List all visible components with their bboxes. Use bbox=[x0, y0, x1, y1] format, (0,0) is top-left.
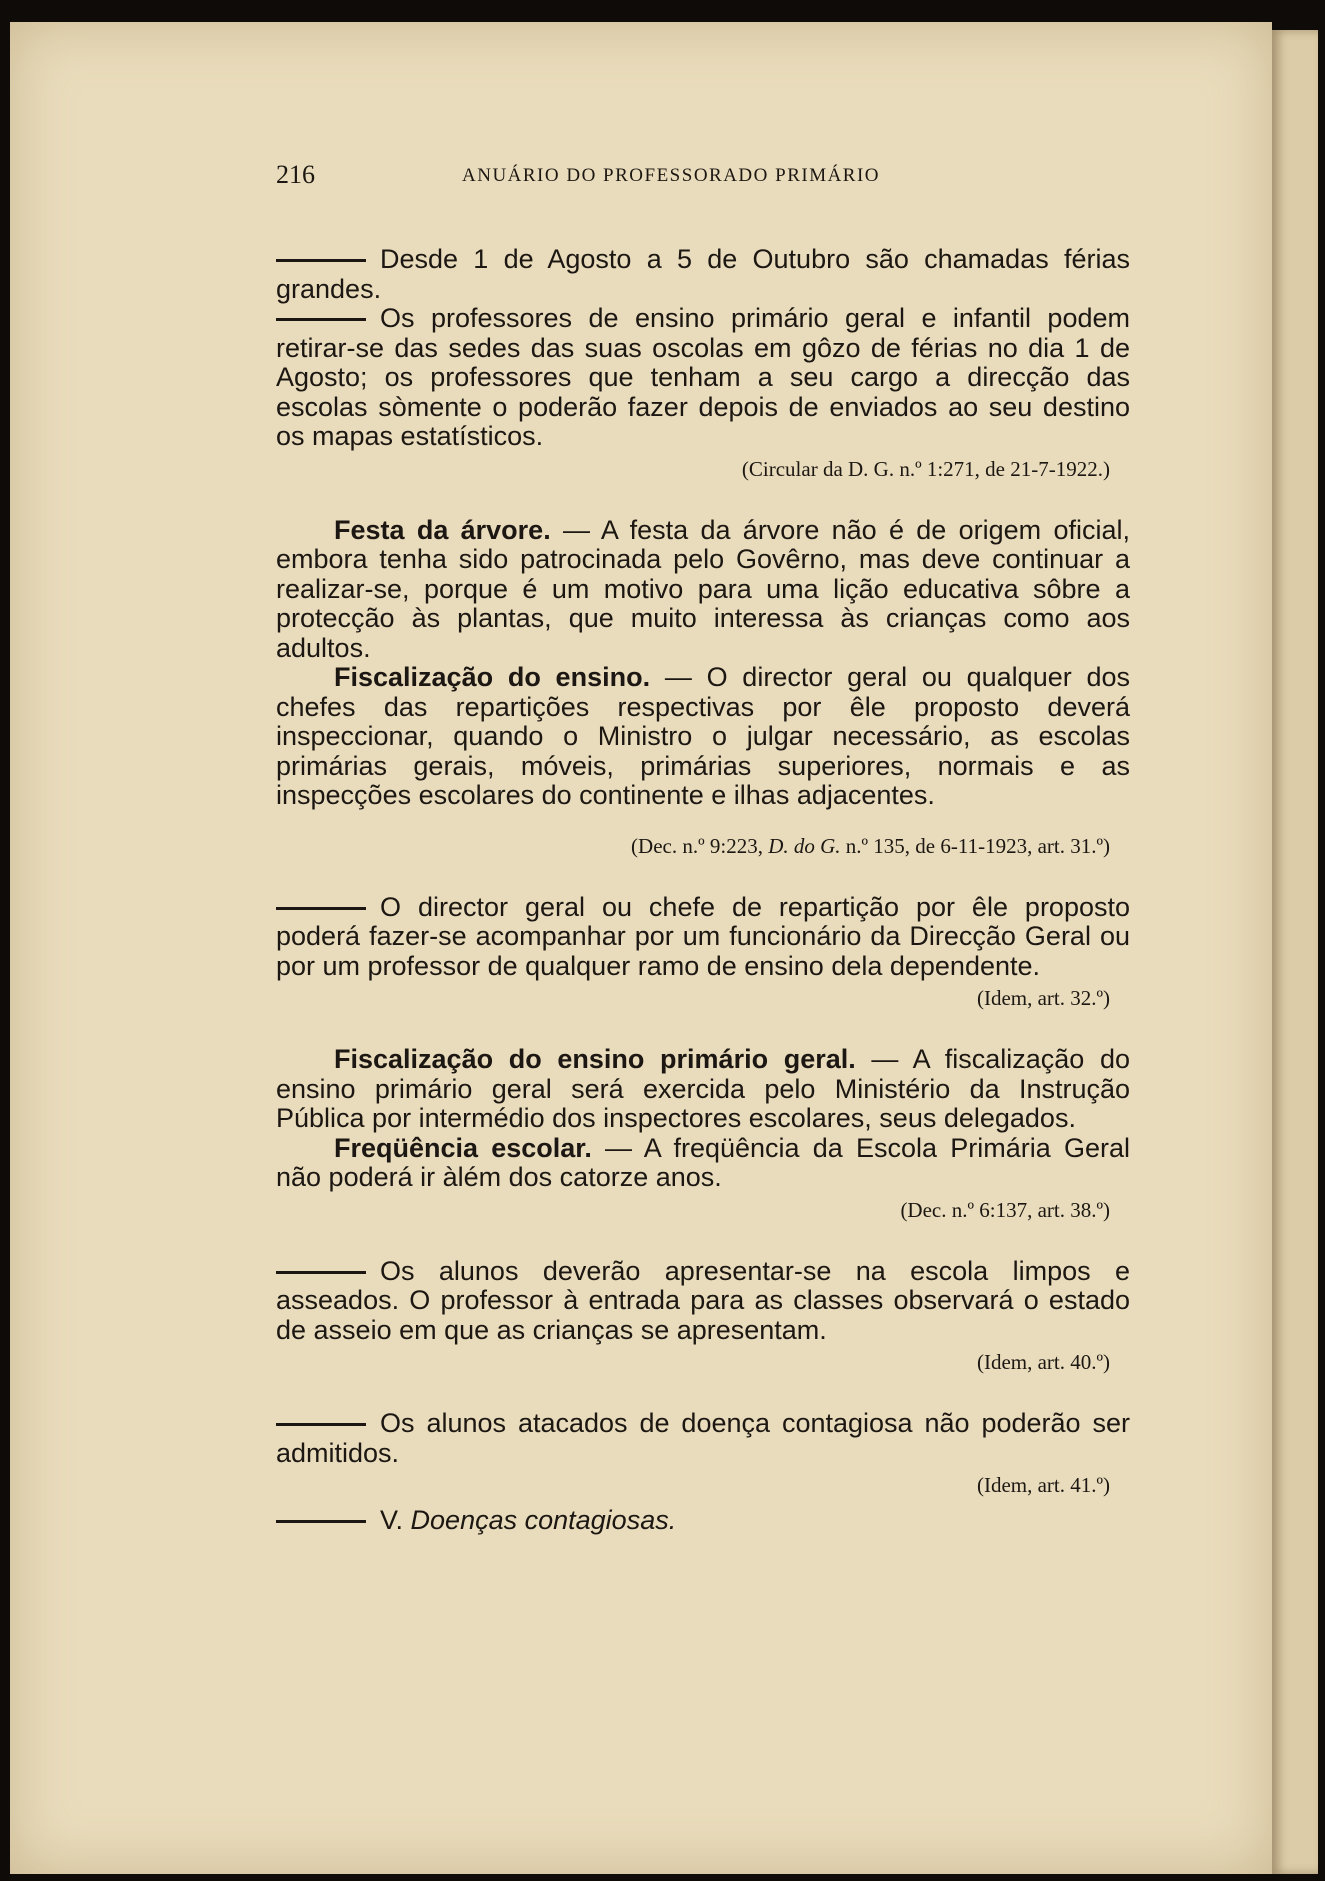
citation-decree-6137: (Dec. n.º 6:137, art. 38.º) bbox=[900, 1197, 1110, 1222]
citation-decree-9223 bbox=[276, 833, 1110, 859]
dash-rule bbox=[276, 318, 366, 321]
paragraph-frequencia-escolar bbox=[276, 1134, 1130, 1193]
citation-idem-32: (Idem, art. 32.º) bbox=[976, 986, 1110, 1010]
entry-term: Festa da árvore. bbox=[334, 514, 551, 545]
citation-italic: D. do G. bbox=[768, 833, 841, 858]
dash-rule bbox=[276, 1271, 366, 1274]
paragraph-text: Desde 1 de Agosto a 5 de Outubro são chamadas férias grandes. bbox=[276, 244, 1130, 304]
citation-text: (Dec. n.º 9:223, bbox=[631, 833, 769, 858]
page-number: 216 bbox=[276, 160, 315, 189]
next-page-edge bbox=[1272, 30, 1318, 1874]
paragraph-director-geral bbox=[276, 893, 1130, 982]
running-title: ANUÁRIO DO PROFESSORADO PRIMÁRIO bbox=[462, 165, 881, 186]
paragraph-text: Os alunos atacados de doença contagiosa não poderão ser admitidos. bbox=[276, 1408, 1130, 1468]
page-header bbox=[276, 160, 950, 194]
paragraph-text: Os alunos deverão apresentar-se na escola limpos e asseados. O professor à entrada para as classes observará o estado de asseio em que as crianças se apresentam. bbox=[276, 1255, 1130, 1345]
paragraph-fiscalizacao-primario bbox=[276, 1045, 1130, 1134]
paragraph-ferias-grandes bbox=[276, 245, 1130, 304]
paragraph-text: V. bbox=[380, 1505, 411, 1535]
citation-idem-40: (Idem, art. 40.º) bbox=[976, 1350, 1110, 1374]
paragraph-doenca-contagiosa bbox=[276, 1409, 1130, 1468]
citation-idem-41: (Idem, art. 41.º) bbox=[976, 1473, 1110, 1497]
paragraph-festa-arvore bbox=[276, 516, 1130, 664]
dash-rule bbox=[276, 259, 366, 262]
paragraph-fiscalizacao-ensino bbox=[276, 663, 1130, 811]
dash-rule bbox=[276, 1423, 366, 1426]
cross-reference-title: Doenças contagiosas. bbox=[410, 1505, 677, 1535]
entry-term: Fiscalização do ensino. bbox=[334, 662, 651, 692]
entry-term: Freqüência escolar. bbox=[334, 1132, 592, 1163]
paragraph-alunos-limpos bbox=[276, 1257, 1130, 1346]
paragraph-text: — A fiscalização do ensino primário geral será exercida pelo Ministério da Instrução Pública por intermédio dos inspectores escolares, seus delegados. bbox=[276, 1044, 1130, 1133]
entry-term: Fiscalização do ensino primário geral. bbox=[334, 1044, 856, 1074]
paragraph-cross-reference bbox=[276, 1506, 1130, 1536]
paragraph-text: — O director geral ou qualquer dos chefes das repartições respectivas por êle proposto deverá inspeccionar, quando o Ministro o julgar necessário, as escolas primárias gerais, móveis, primárias superiores, normais e as inspecções escolares do continente e ilhas adjacentes. bbox=[276, 662, 1130, 810]
paragraph-text: — A festa da árvore não é de origem oficial, embora tenha sido patrocinada pelo Govêrno, mas deve continuar a realizar-se, porque é um motivo para uma lição educativa sôbre a protecção às plantas, que muito interessa às crianças como aos adultos. bbox=[276, 514, 1130, 663]
paragraph-text: Os professores de ensino primário geral e infantil podem retirar-se das sedes das suas oscolas em gôzo de férias no dia 1 de Agosto; os professores que tenham a seu cargo a direcção das escolas sòmente o poderão fazer depois de enviados ao seu destino os mapas estatísticos. bbox=[276, 303, 1130, 451]
citation-circular: (Circular da D. G. n.º 1:271, de 21-7-1922.) bbox=[741, 456, 1110, 481]
page-body bbox=[276, 245, 1130, 1536]
paragraph-text: — A freqüência da Escola Primária Geral não poderá ir àlém dos catorze anos. bbox=[276, 1132, 1130, 1192]
paragraph-professores-ferias bbox=[276, 304, 1130, 452]
paragraph-text: O director geral ou chefe de repartição por êle proposto poderá fazer-se acompanhar por um funcionário da Direcção Geral ou por um professor de qualquer ramo de ensino dela dependente. bbox=[276, 891, 1130, 981]
dash-rule bbox=[276, 907, 366, 910]
citation-text: n.º 135, de 6-11-1923, art. 31.º) bbox=[840, 833, 1110, 858]
dash-rule bbox=[276, 1520, 366, 1523]
